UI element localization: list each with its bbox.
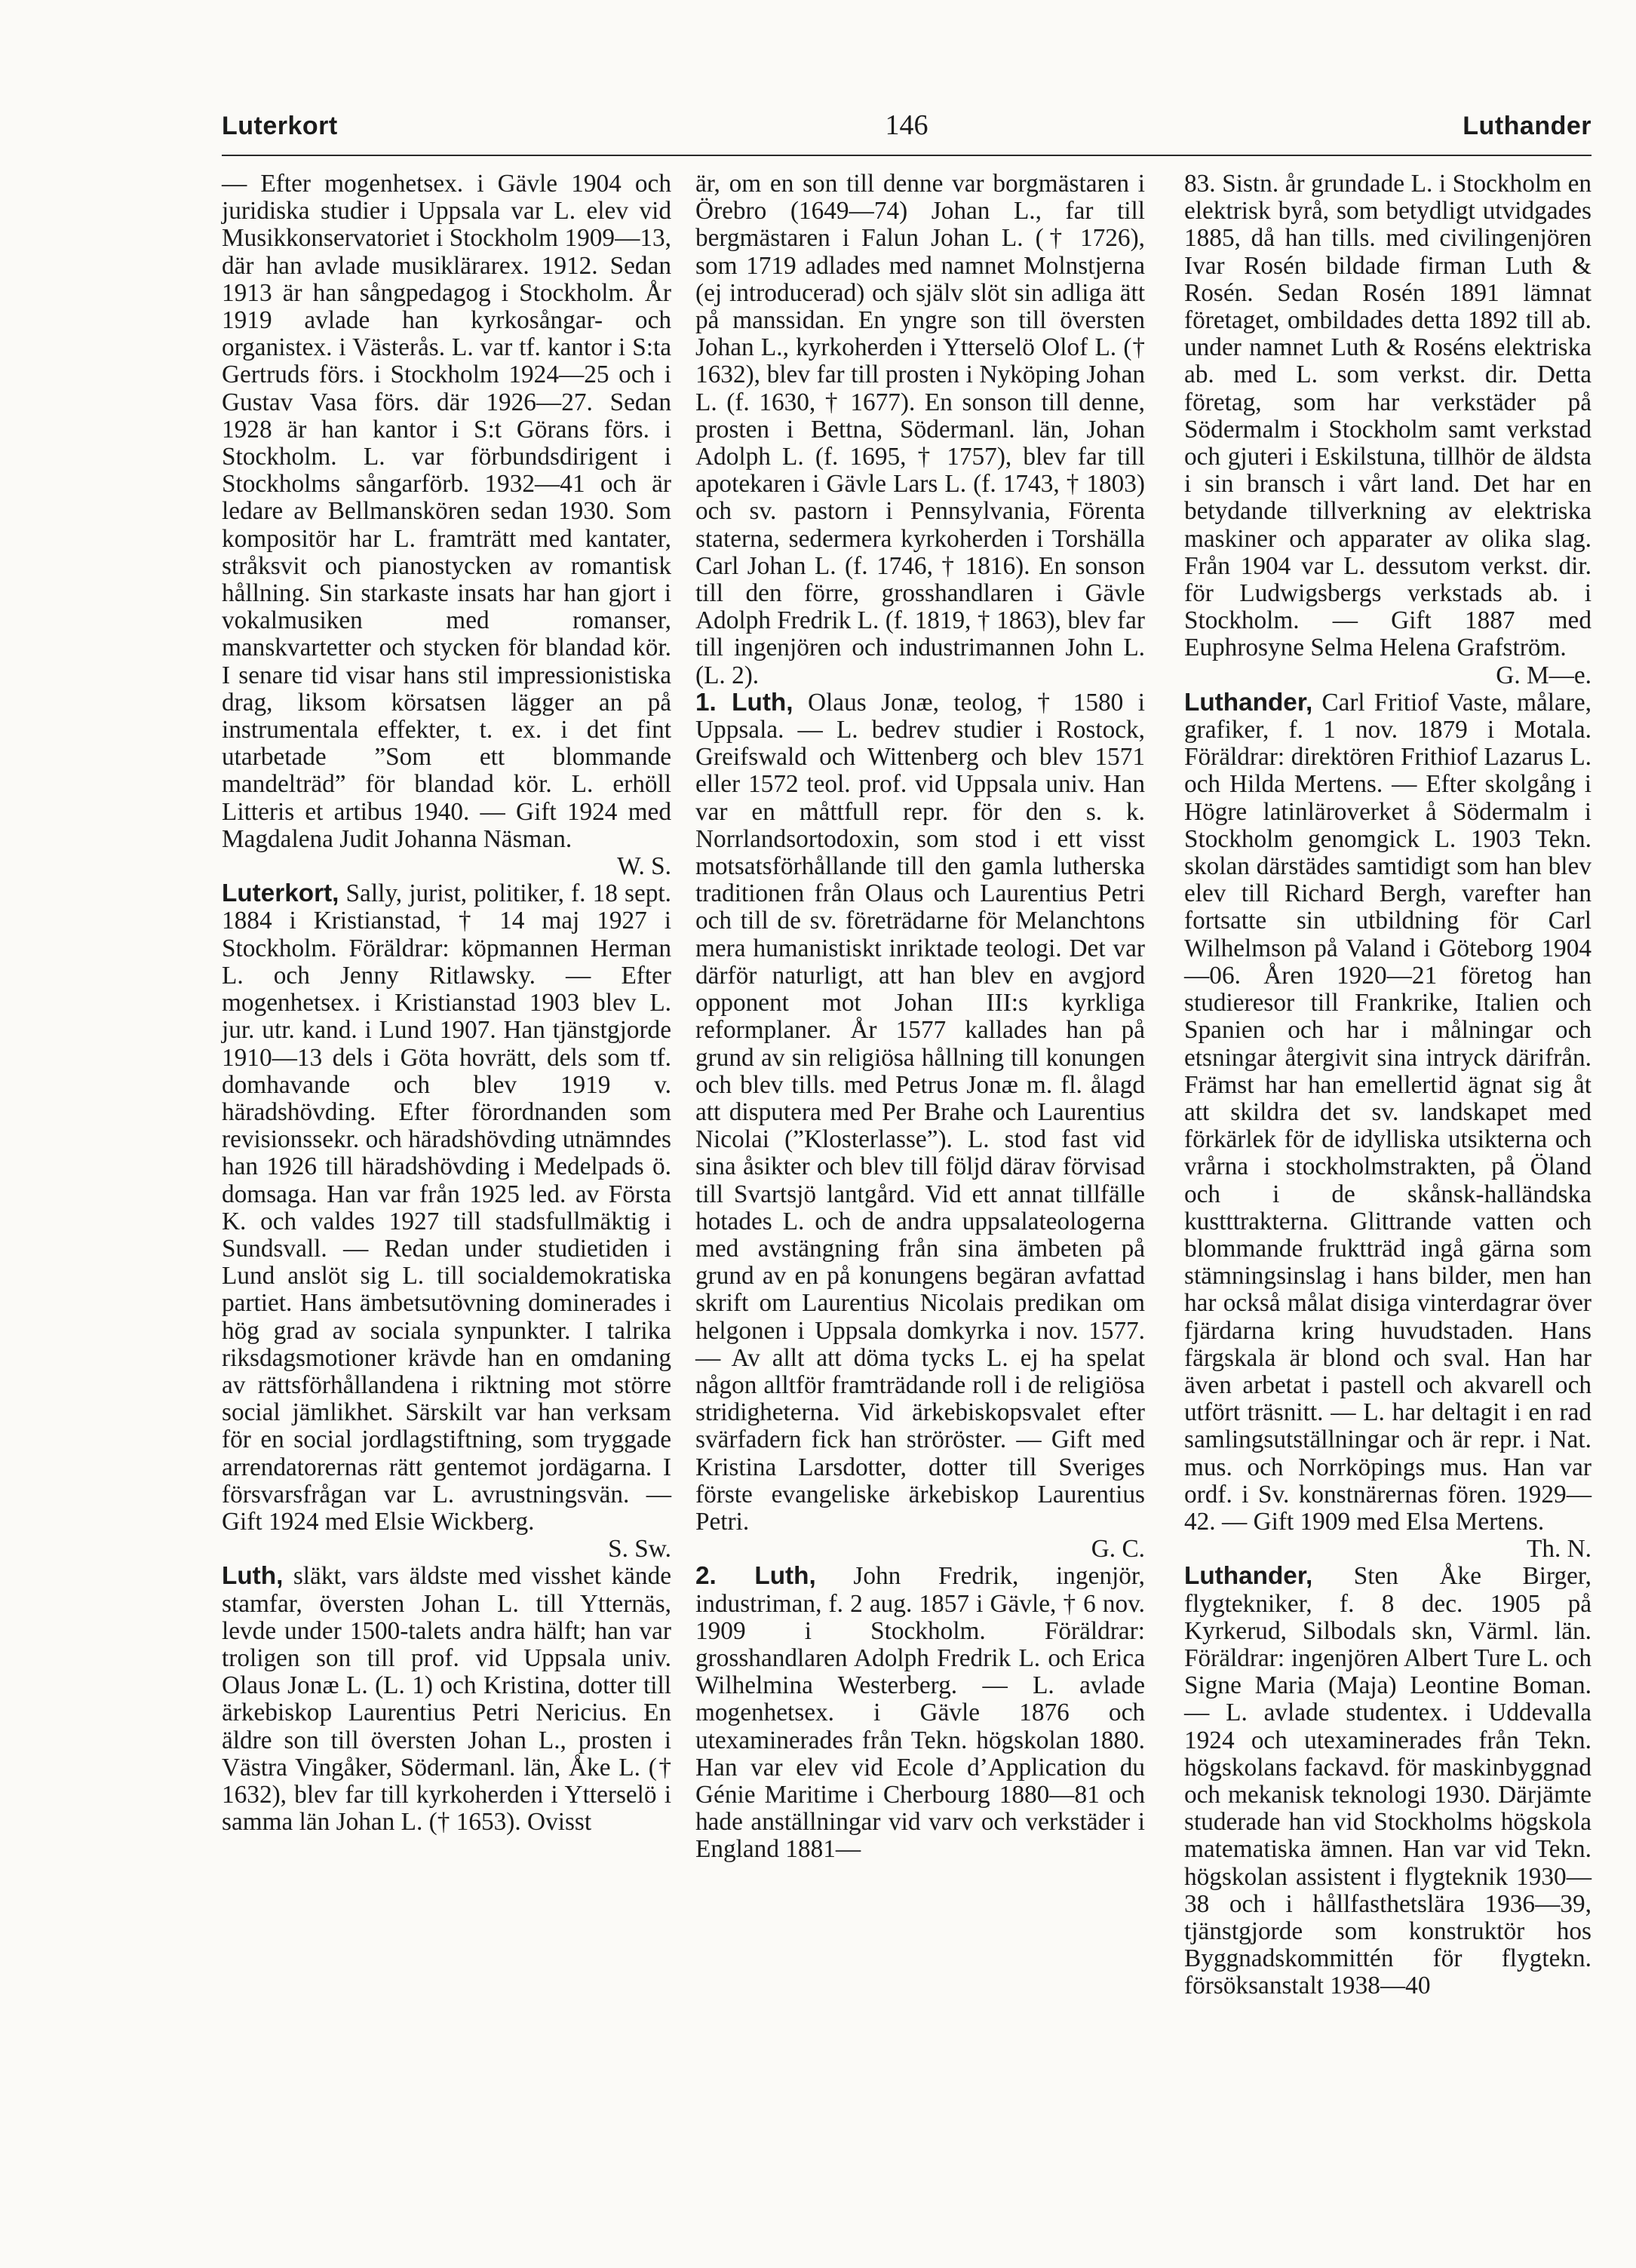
- entry-text: Sten Åke Birger, flygtekniker, f. 8 dec. 1905 på Kyrkerud, Silbodals skn, Värml. län. Föräldrar: ingenjören Albert Ture L. och Signe Maria (Maja) Leontine Boman. — L. avlade studentex. i Uddevalla 1924 och utexaminerades från Tekn. högskolans fackavd. för maskinbyggnad och mekanisk teknologi 1930. Därjämte studerade han vid Stockholms högskola matematiska ämnen. Han var vid Tekn. högskolan assistent i flygteknik 1930—38 och i hållfasthetslära 1936—39, tjänstgjorde som konstruktör hos Byggnadskommittén för flygtekn. försöksanstalt 1938—40: [1184, 1562, 1591, 2000]
- entry-continuation: [222, 170, 671, 880]
- entry-text: John Fredrik, ingenjör, industriman, f. 2 aug. 1857 i Gävle, † 6 nov. 1909 i Stockholm. Föräldrar: grosshandlaren Adolph Fredrik L. och Erica Wilhelmina Westerberg. — L. avlade mogenhetsex. i Gävle 1876 och utexaminerades från Tekn. högskolan 1880. Han var elev vid Ecole d’Application du Génie Maritime i Cherbourg 1880—81 och hade anställningar vid varv och verkstäder i England 1881—: [695, 1562, 1145, 1864]
- entry-text: släkt, vars äldste med visshet kände stamfar, översten Johan L. till Ytternäs, levde under 1500-talets andra hälft; han var troligen son till prof. vid Uppsala univ. Olaus Jonæ L. (L. 1) och Kristina, dotter till ärkebiskop Laurentius Petri Nericius. En äldre son till översten Johan L., prosten i Västra Vingåker, Södermanl. län, Åke L. († 1632), blev far till kyrkoherden i Ytterselö i samma län Johan L. († 1653). Ovisst: [222, 1562, 671, 1837]
- entry-luthander-sten: [1184, 1563, 1591, 1999]
- entry-text: 83. Sistn. år grundade L. i Stockholm en elektrisk byrå, som betydligt utvidgades 1885, då han tills. med civilingenjören Ivar Rosén bildade firman Luth & Rosén. Sedan Rosén 1891 lämnat företaget, ombildades detta 1892 till ab. under namnet Luth & Roséns elektriska ab. med L. som verkst. dir. Detta företag, som har verkstäder på Södermalm i Stockholm samt verkstad och gjuteri i Eskilstuna, tillhör de äldsta i sin bransch i vårt land. Det har en betydande tillverkning av elektriska maskiner och apparater av olika slag. Från 1904 var L. dessutom verkst. dir. för Ludwigsbergs verkstads ab. i Stockholm. — Gift 1887 med Euphrosyne Selma Helena Grafström.: [1184, 170, 1591, 662]
- author-signature: W. S.: [617, 852, 671, 881]
- entry-text: Sally, jurist, politiker, f. 18 sept. 1884 i Kristianstad, † 14 maj 1927 i Stockholm. Föräldrar: köpmannen Herman L. och Jenny Ritlawsky. — Efter mogenhetsex. i Kristianstad 1903 blev L. jur. utr. kand. i Lund 1907. Han tjänstgjorde 1910—13 dels i Göta hovrätt, dels som tf. domhavande och blev 1919 v. häradshövding. Efter förordnanden som revisionssekr. och häradshövding utnämndes han 1926 till häradshövding i Medelpads ö. domsaga. Han var från 1925 led. av Första K. och valdes 1927 till stadsfullmäktig i Sundsvall. — Redan under studietiden i Lund anslöt sig L. till socialdemokratiska partiet. Hans ämbetsutövning dominerades i hög grad av sociala synpunkter. I talrika riksdagsmotioner krävde han en omdaning av rättsförhållandena i riktning mot större social jämlikhet. Särskilt var han verksam för en social jordlagstiftning, som tryggade arrendatorernas rätt gentemot jordägarna. I försvarsfrågan var L. avrustningsvän. — Gift 1924 med Elsie Wickberg.: [222, 879, 671, 1536]
- entry-luth-family-continued: [695, 170, 1145, 689]
- entry-headword: Luthander,: [1184, 1562, 1313, 1591]
- author-signature: S. Sw.: [608, 1535, 671, 1564]
- running-header: [222, 106, 1591, 151]
- entry-headword: 1. Luth,: [695, 688, 793, 717]
- entry-luth-john-continued: [1184, 170, 1591, 689]
- entry-headword: Luthander,: [1184, 688, 1313, 717]
- column-3: [1184, 170, 1591, 2000]
- entry-text: Carl Fritiof Vaste, målare, grafiker, f. 1 nov. 1879 i Motala. Föräldrar: direktören Frithiof Lazarus L. och Hilda Mertens. — Efter skolgång i Högre latinläroverket å Södermalm i Stockholm genomgick L. 1903 Tekn. skolan därstädes samtidigt som han blev elev till Richard Bergh, varefter han fortsatte sin utbildning för Carl Wilhelmson på Valand i Göteborg 1904—06. Åren 1920—21 företog han studieresor till Frankrike, Italien och Spanien och har i målningar och etsningar återgivit sina intryck därifrån. Främst har han emellertid ägnat sig åt att skildra det sv. landskapet med förkärlek för de idylliska utsikterna och vrårna i stockholmstrakten, på Öland och i de skånsk-halländska kustttrakterna. Glittrande vatten och blommande fruktträd ingå gärna som stämningsinslag i hans bilder, men han har också målat disiga vinterdagrar över fjärdarna kring huvudstaden. Hans färgskala är blond och sval. Han har även arbetat i pastell och akvarell och utfört träsnitt. — L. har deltagit i en rad samlingsutställningar och är repr. i Nat. mus. och Norrköpings mus. Han var ordf. i Sv. konstnärernas fören. 1929—42. — Gift 1909 med Elsa Mertens.: [1184, 688, 1591, 1536]
- entry-text: — Efter mogenhetsex. i Gävle 1904 och juridiska studier i Uppsala var L. elev vid Musikkonservatoriet i Stockholm 1909—13, där han avlade musiklärarex. 1912. Sedan 1913 är han sångpedagog i Stockholm. År 1919 avlade han kyrkosångar- och organistex. i Västerås. L. var tf. kantor i S:ta Gertruds förs. i Stockholm 1924—25 och i Gustav Vasa förs. där 1926—27. Sedan 1928 är han kantor i S:t Görans förs. i Stockholm. L. var förbundsdirigent i Stockholms sångarförb. 1932—41 och är ledare av Bellmanskören sedan 1930. Som kompositör har L. framträtt med kantater, stråksvit och pianostycken av romantisk hållning. Sin starkaste insats har han gjort i vokalmusiken med romanser, manskvartetter och stycken för blandad kör. I senare tid visar hans stil impressionistiska drag, liksom körsatsen lägger an på instrumentala effekter, t. ex. i det fint utarbetade ”Som ett blommande mandelträd” för blandad kör. L. erhöll Litteris et artibus 1940. — Gift 1924 med Magdalena Judit Johanna Näsman.: [222, 170, 671, 853]
- header-left-catchword: Luterkort: [222, 112, 338, 140]
- entry-text: Olaus Jonæ, teolog, † 1580 i Uppsala. — L. bedrev studier i Rostock, Greifswald och Wittenberg och blev 1571 eller 1572 teol. prof. vid Uppsala univ. Han var en måttfull repr. för den s. k. Norrlandsortodoxin, som stod i ett visst motsatsförhållande till den gamla lutherska traditionen från Olaus och Laurentius Petri och till de sv. företrädarne för Melanchtons mera humanistiskt inriktade teologi. Det var därför naturligt, att han blev en avgjord opponent mot Johan III:s kyrkliga reformplaner. År 1577 kallades han på grund av sin religiösa hållning till konungen och blev tills. med Petrus Jonæ m. fl. ålagd att disputera med Per Brahe och Laurentius Nicolai (”Klosterlasse”). L. stod fast vid sina åsikter och blev till följd därav förvisad till Svartsjö lantgård. Vid ett annat tillfälle hotades L. och de andra uppsalateologerna med avstängning från sina ämbeten på grund av en på konungens begäran avfattad skrift om Laurentius Nicolais predikan om helgonen i Uppsala domkyrka i nov. 1577. — Av allt att döma tycks L. ej ha spelat någon alltför framträdande roll i de religiösa stridigheterna. Vid ärkebiskopsvalet efter svärfadern fick han ströröster. — Gift med Kristina Larsdotter, dotter till Sveriges förste evangeliske ärkebiskop Laurentius Petri.: [695, 688, 1145, 1536]
- column-1: [222, 170, 671, 1836]
- column-2: [695, 170, 1145, 1864]
- entry-luthander-carl: [1184, 689, 1591, 1564]
- entry-headword: Luterkort,: [222, 879, 339, 908]
- author-signature: G. C.: [1091, 1535, 1145, 1564]
- entry-luterkort-sally: [222, 880, 671, 1563]
- entry-luth-family: [222, 1563, 671, 1836]
- entry-text: är, om en son till denne var borgmästaren i Örebro (1649—74) Johan L., far till bergmästaren i Falun Johan L. († 1726), som 1719 adlades med namnet Molnstjerna (ej introducerad) och själv slöt sin adliga ätt på manssidan. En yngre son till översten Johan L., kyrkoherden i Ytterselö Olof L. († 1632), blev far till prosten i Nyköping Johan L. (f. 1630, † 1677). En sonson till denne, prosten i Bettna, Södermanl. län, Johan Adolph L. (f. 1695, † 1757), blev far till apotekaren i Gävle Lars L. (f. 1743, † 1803) och sv. pastorn i Pennsylvania, Förenta staterna, sedermera kyrkoherden i Torshälla Carl Johan L. (f. 1746, † 1816). En sonson till den förre, grosshandlaren i Gävle Adolph Fredrik L. (f. 1819, † 1863), blev far till ingenjören och industrimannen John L. (L. 2).: [695, 170, 1145, 689]
- entry-luth-olaus: [695, 689, 1145, 1564]
- entry-headword: Luth,: [222, 1562, 284, 1591]
- entry-luth-john: [695, 1563, 1145, 1863]
- page-number: 146: [885, 109, 928, 141]
- entry-headword: 2. Luth,: [695, 1562, 816, 1591]
- author-signature: G. M—e.: [1496, 661, 1591, 689]
- header-right-catchword: Luthander: [1463, 112, 1591, 140]
- author-signature: Th. N.: [1526, 1535, 1591, 1564]
- header-rule: [222, 155, 1591, 156]
